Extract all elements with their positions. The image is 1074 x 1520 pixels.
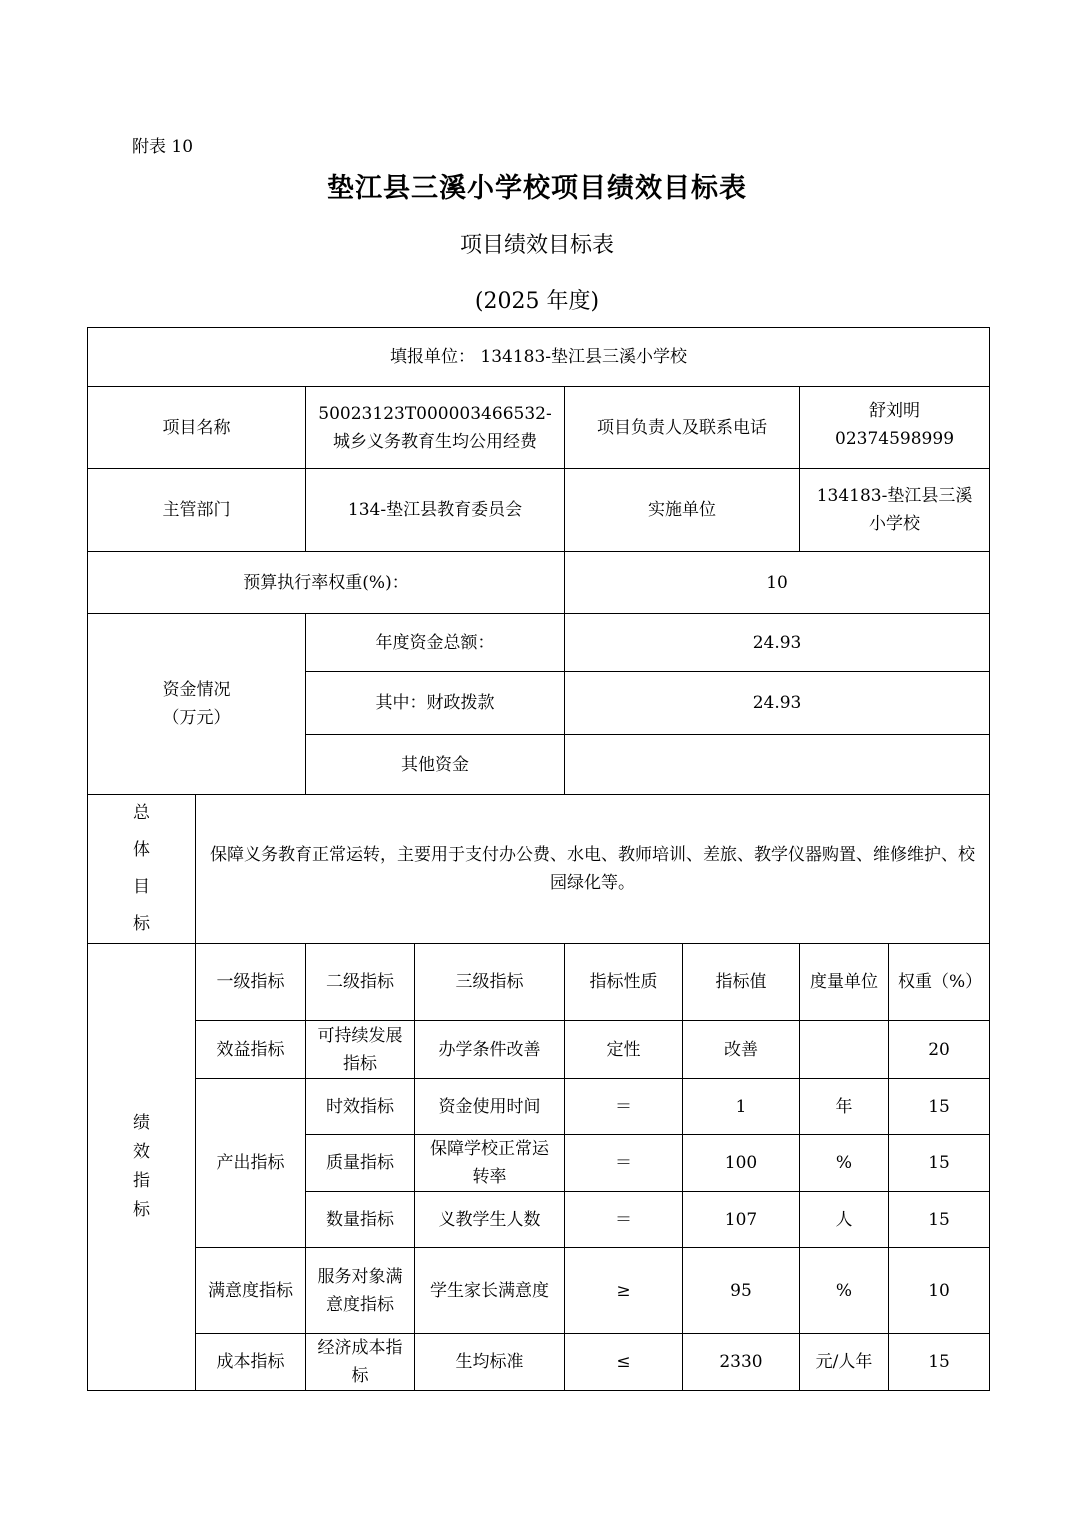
- project-name-label: 项目名称: [88, 387, 306, 469]
- department-value: 134-垫江县教育委员会: [306, 469, 565, 552]
- budget-rate-label: 预算执行率权重(%)：: [88, 552, 565, 614]
- nature-cell: 定性: [565, 1021, 683, 1079]
- contact-name: 舒刘明: [869, 401, 921, 421]
- implementing-unit-value: 134183-垫江县三溪小学校: [800, 469, 990, 552]
- weight-cell: 20: [889, 1021, 990, 1079]
- budget-rate-row: [88, 552, 990, 614]
- nature-cell: ＝: [565, 1079, 683, 1135]
- nature-cell: ≥: [565, 1248, 683, 1334]
- overall-goal-label: [88, 795, 196, 944]
- unit-cell: %: [800, 1248, 889, 1334]
- level1-cell: 成本指标: [196, 1334, 306, 1391]
- page-title: 垫江县三溪小学校项目绩效目标表: [327, 173, 747, 204]
- level3-cell: 义教学生人数: [415, 1192, 565, 1248]
- value-cell: 1: [683, 1079, 800, 1135]
- reporting-unit-cell: [88, 328, 990, 387]
- funds-fiscal-label: 其中：财政拨款: [306, 672, 565, 735]
- reporting-unit-value: 134183-垫江县三溪小学校: [480, 347, 688, 367]
- header-level2: 二级指标: [306, 944, 415, 1021]
- level3-cell: 学生家长满意度: [415, 1248, 565, 1334]
- nature-cell: ≤: [565, 1334, 683, 1391]
- funds-total-value: 24.93: [565, 614, 990, 672]
- level2-cell: 质量指标: [306, 1135, 415, 1192]
- level2-cell: 时效指标: [306, 1079, 415, 1135]
- funds-total-label: 年度资金总额：: [306, 614, 565, 672]
- level3-cell: 资金使用时间: [415, 1079, 565, 1135]
- level2-cell: 数量指标: [306, 1192, 415, 1248]
- unit-cell: [800, 1021, 889, 1079]
- funds-label-line1: 资金情况: [162, 680, 231, 700]
- level1-cell: 产出指标: [196, 1079, 306, 1248]
- unit-cell: 元/人年: [800, 1334, 889, 1391]
- level3-cell: 保障学校正常运转率: [415, 1135, 565, 1192]
- weight-cell: 15: [889, 1334, 990, 1391]
- table-row: [88, 1079, 990, 1135]
- indicators-label-text: 绩效指标: [133, 1113, 150, 1220]
- level1-cell: 满意度指标: [196, 1248, 306, 1334]
- contact-value: [800, 387, 990, 469]
- value-cell: 改善: [683, 1021, 800, 1079]
- level2-cell: 服务对象满意度指标: [306, 1248, 415, 1334]
- table-row: [88, 1021, 990, 1079]
- unit-cell: 人: [800, 1192, 889, 1248]
- weight-cell: 15: [889, 1192, 990, 1248]
- header-level3: 三级指标: [415, 944, 565, 1021]
- funds-other-value: [565, 735, 990, 795]
- department-label: 主管部门: [88, 469, 306, 552]
- unit-cell: 年: [800, 1079, 889, 1135]
- indicators-label: [88, 944, 196, 1391]
- value-cell: 100: [683, 1135, 800, 1192]
- value-cell: 2330: [683, 1334, 800, 1391]
- project-name-value: 50023123T000003466532-城乡义务教育生均公用经费: [306, 387, 565, 469]
- table-row: [88, 1334, 990, 1391]
- reporting-unit-row: [88, 328, 990, 387]
- level3-cell: 办学条件改善: [415, 1021, 565, 1079]
- overall-goal-row: [88, 795, 990, 944]
- budget-rate-value: 10: [565, 552, 990, 614]
- funds-other-label: 其他资金: [306, 735, 565, 795]
- overall-goal-text: 保障义务教育正常运转，主要用于支付办公费、水电、教师培训、差旅、教学仪器购置、维修维护、校园绿化等。: [196, 795, 990, 944]
- contact-label: 项目负责人及联系电话: [565, 387, 800, 469]
- appendix-label: 附表 10: [132, 137, 194, 157]
- performance-target-table: [87, 327, 990, 1391]
- weight-cell: 15: [889, 1135, 990, 1192]
- level1-cell: 效益指标: [196, 1021, 306, 1079]
- funds-total-row: [88, 614, 990, 672]
- funds-fiscal-value: 24.93: [565, 672, 990, 735]
- header-nature: 指标性质: [565, 944, 683, 1021]
- page-subtitle: 项目绩效目标表: [459, 233, 614, 258]
- header-weight: 权重（%）: [889, 944, 990, 1021]
- funds-label: [88, 614, 306, 795]
- table-row: [88, 1248, 990, 1334]
- level3-cell: 生均标准: [415, 1334, 565, 1391]
- unit-cell: %: [800, 1135, 889, 1192]
- reporting-unit-label: 填报单位：: [390, 347, 475, 367]
- weight-cell: 15: [889, 1079, 990, 1135]
- header-unit: 度量单位: [800, 944, 889, 1021]
- value-cell: 107: [683, 1192, 800, 1248]
- indicator-header-row: [88, 944, 990, 1021]
- project-name-row: [88, 387, 990, 469]
- header-level1: 一级指标: [196, 944, 306, 1021]
- nature-cell: ＝: [565, 1135, 683, 1192]
- level2-cell: 经济成本指标: [306, 1334, 415, 1391]
- level2-cell: 可持续发展指标: [306, 1021, 415, 1079]
- contact-phone: 02374598999: [835, 429, 955, 449]
- department-row: [88, 469, 990, 552]
- overall-goal-label-text: 总体目标: [133, 803, 150, 934]
- header-value: 指标值: [683, 944, 800, 1021]
- implementing-unit-label: 实施单位: [565, 469, 800, 552]
- nature-cell: ＝: [565, 1192, 683, 1248]
- funds-label-line2: （万元）: [162, 708, 231, 728]
- value-cell: 95: [683, 1248, 800, 1334]
- weight-cell: 10: [889, 1248, 990, 1334]
- fiscal-year: (2025 年度): [474, 289, 600, 314]
